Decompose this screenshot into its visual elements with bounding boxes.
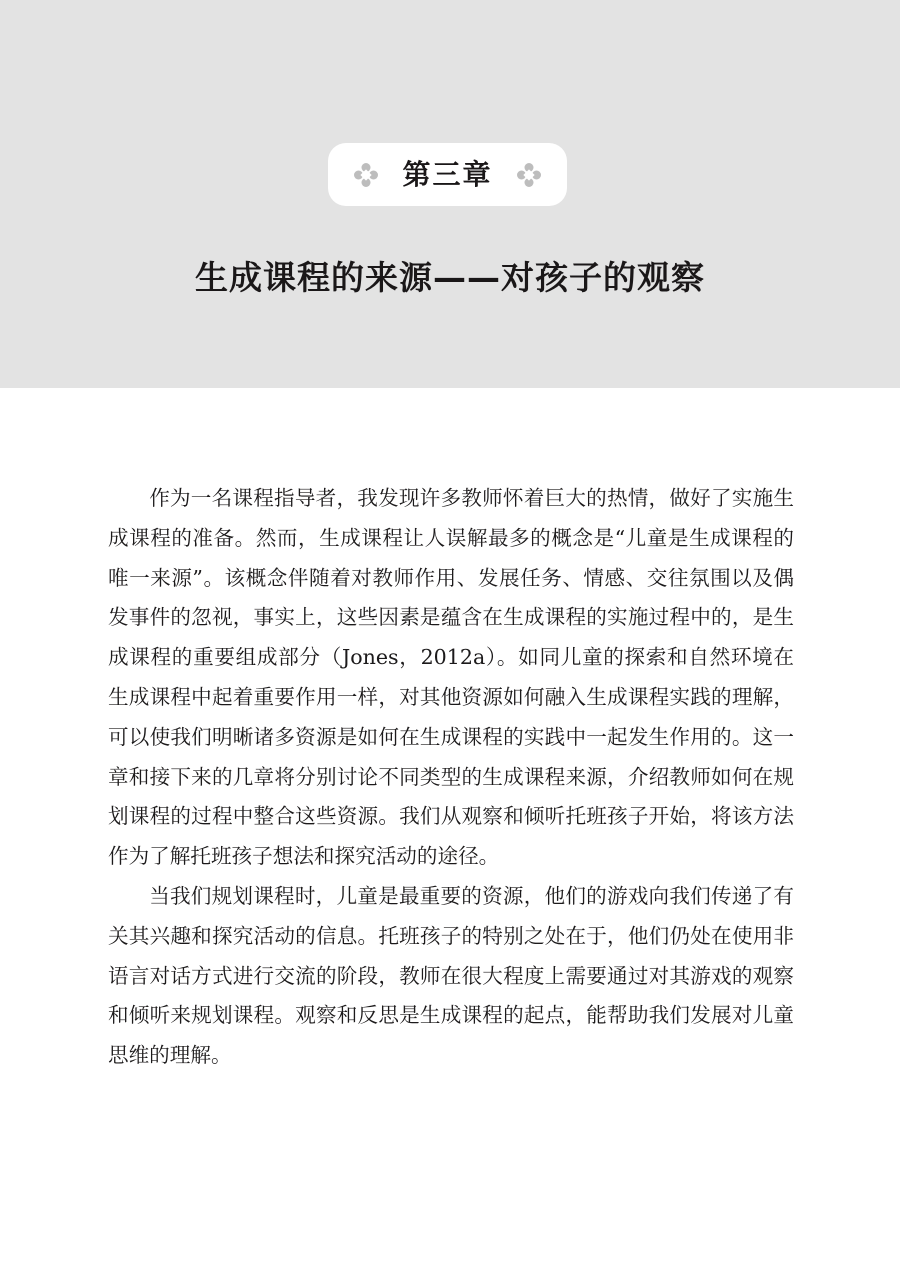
chapter-title: 生成课程的来源——对孩子的观察 [195, 258, 705, 297]
chapter-label-pill [328, 143, 567, 206]
paragraph-2: 当我们规划课程时，儿童是最重要的资源，他们的游戏向我们传递了有关其兴趣和探究活动的信息。托班孩子的特别之处在于，他们仍处在使用非语言对话方式进行交流的阶段，教师在很大程度上需要通过对其游戏的观察和倾听来规划课程。观察和反思是生成课程的起点，能帮助我们发展对儿童思维的理解。 [108, 883, 794, 1068]
ornament-left-icon [354, 163, 378, 187]
chapter-header-band [0, 0, 900, 388]
body-text [108, 479, 794, 1076]
paragraph-1: 作为一名课程指导者，我发现许多教师怀着巨大的热情，做好了实施生成课程的准备。然而，生成课程让人误解最多的概念是“儿童是生成课程的唯一来源”。该概念伴随着对教师作用、发展任务、情感、交往氛围以及偶发事件的忽视，事实上，这些因素是蕴含在生成课程的实施过程中的，是生成课程的重要组成部分（Jones，2012a）。如同儿童的探索和自然环境在生成课程中起着重要作用一样，对其他资源如何融入生成课程实践的理解，可以使我们明晰诸多资源是如何在生成课程的实践中一起发生作用的。这一章和接下来的几章将分别讨论不同类型的生成课程来源，介绍教师如何在规划课程的过程中整合这些资源。我们从观察和倾听托班孩子开始，将该方法作为了解托班孩子想法和探究活动的途径。 [108, 486, 794, 869]
ornament-right-icon [517, 163, 541, 187]
chapter-label: 第三章 [402, 157, 493, 191]
